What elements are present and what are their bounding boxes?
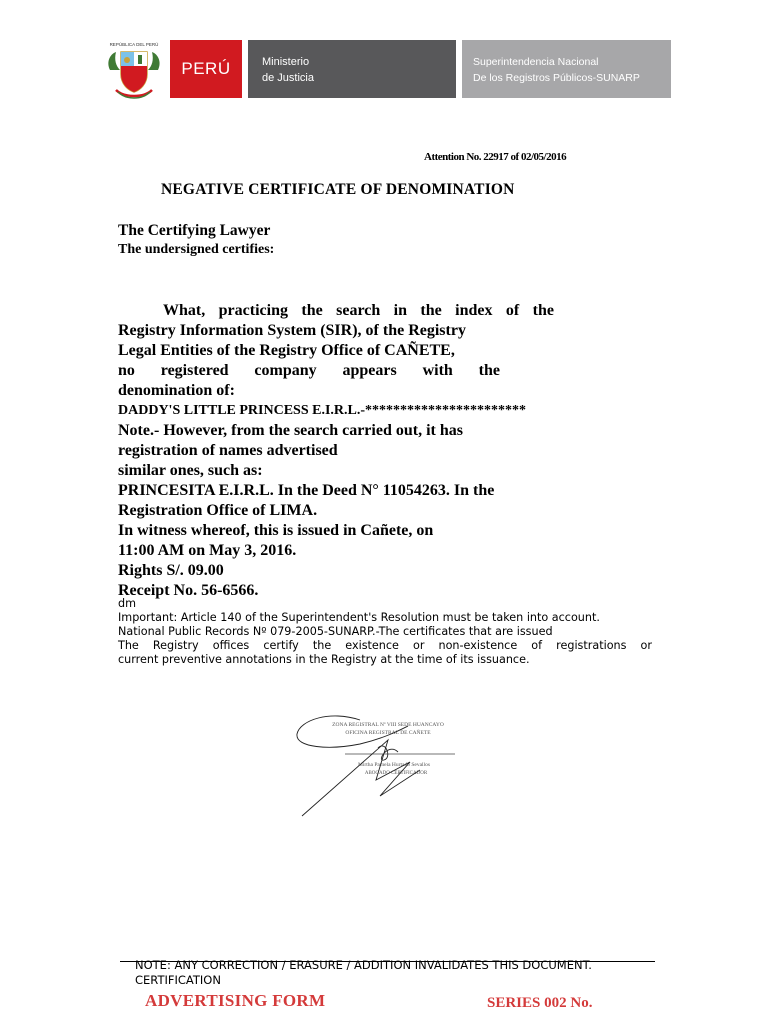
- advertising-form-label: ADVERTISING FORM: [145, 991, 326, 1010]
- ministry-line1: Ministerio: [262, 56, 310, 68]
- ministry-line2: de Justicia: [262, 72, 314, 84]
- certificate-body: [118, 301, 554, 601]
- body-line: similar ones, such as:: [118, 462, 263, 479]
- agency-line2: De los Registros Públicos-SUNARP: [473, 72, 640, 84]
- peru-brand-box: [170, 40, 242, 98]
- important-notice: [118, 597, 652, 667]
- note-line2: CERTIFICATION: [135, 973, 221, 987]
- attention-number: Attention No. 22917 of 02/05/2016: [424, 151, 567, 163]
- svg-text:Mirtha Pamela Hurtado Sevallos: Mirtha Pamela Hurtado Sevallos: [358, 762, 430, 768]
- undersigned-text: The undersigned certifies:: [118, 242, 275, 257]
- svg-text:ABOGADO CERTIFICADOR: ABOGADO CERTIFICADOR: [364, 771, 428, 776]
- body-line: denomination of:: [118, 382, 235, 399]
- svg-text:OFICINA REGISTRAL DE CAÑETE: OFICINA REGISTRAL DE CAÑETE: [345, 730, 431, 736]
- body-line: 11:00 AM on May 3, 2016.: [118, 542, 297, 559]
- initials: dm: [118, 597, 136, 610]
- body-line: Note.- However, from the search carried out, it has: [118, 422, 463, 439]
- body-line: Registration Office of LIMA.: [118, 502, 318, 519]
- country-label: PERÚ: [181, 59, 231, 78]
- notice-line: current preventive annotations in the Registry at the time of its issuance.: [118, 653, 530, 666]
- body-line: Legal Entities of the Registry Office of CAÑETE,: [118, 342, 455, 359]
- footer-note: [135, 958, 592, 988]
- body-line: no registered company appears with the: [118, 362, 500, 379]
- denomination-line: DADDY'S LITTLE PRINCESS E.I.R.L.-***********************: [118, 403, 527, 418]
- lawyer-heading: The Certifying Lawyer: [118, 222, 271, 239]
- notice-line: National Public Records Nº 079-2005-SUNARP.-The certificates that are issued: [118, 625, 553, 638]
- rights-line: Rights S/. 09.00: [118, 562, 224, 579]
- note-line1: NOTE: ANY CORRECTION / ERASURE / ADDITION INVALIDATES THIS DOCUMENT.: [135, 958, 592, 972]
- notice-line: The Registry offices certify the existence or non-existence of registrations or: [118, 639, 652, 652]
- svg-text:REPÚBLICA DEL PERÚ: REPÚBLICA DEL PERÚ: [109, 42, 159, 47]
- peru-coat-of-arms-logo: [104, 40, 164, 100]
- agency-box: [462, 40, 671, 98]
- body-line: PRINCESITA E.I.R.L. In the Deed N° 11054263. In the: [118, 482, 495, 499]
- receipt-line: Receipt No. 56-6566.: [118, 582, 259, 599]
- document-title: NEGATIVE CERTIFICATE OF DENOMINATION: [161, 181, 515, 198]
- body-line: registration of names advertised: [118, 442, 338, 459]
- body-line: In witness whereof, this is issued in Cañete, on: [118, 522, 434, 539]
- agency-line1: Superintendencia Nacional: [473, 56, 599, 68]
- notice-line: Important: Article 140 of the Superintendent's Resolution must be taken into account.: [118, 611, 600, 624]
- svg-text:ZONA REGISTRAL Nº VIII SEDE HU: ZONA REGISTRAL Nº VIII SEDE HUANCAYO: [332, 722, 444, 728]
- ministry-box: [248, 40, 456, 98]
- body-line: What, practicing the search in the index of the: [163, 302, 554, 319]
- body-line: Registry Information System (SIR), of the Registry: [118, 322, 466, 339]
- series-number-label: SERIES 002 No.: [487, 995, 593, 1011]
- signature-stamp: [290, 700, 470, 820]
